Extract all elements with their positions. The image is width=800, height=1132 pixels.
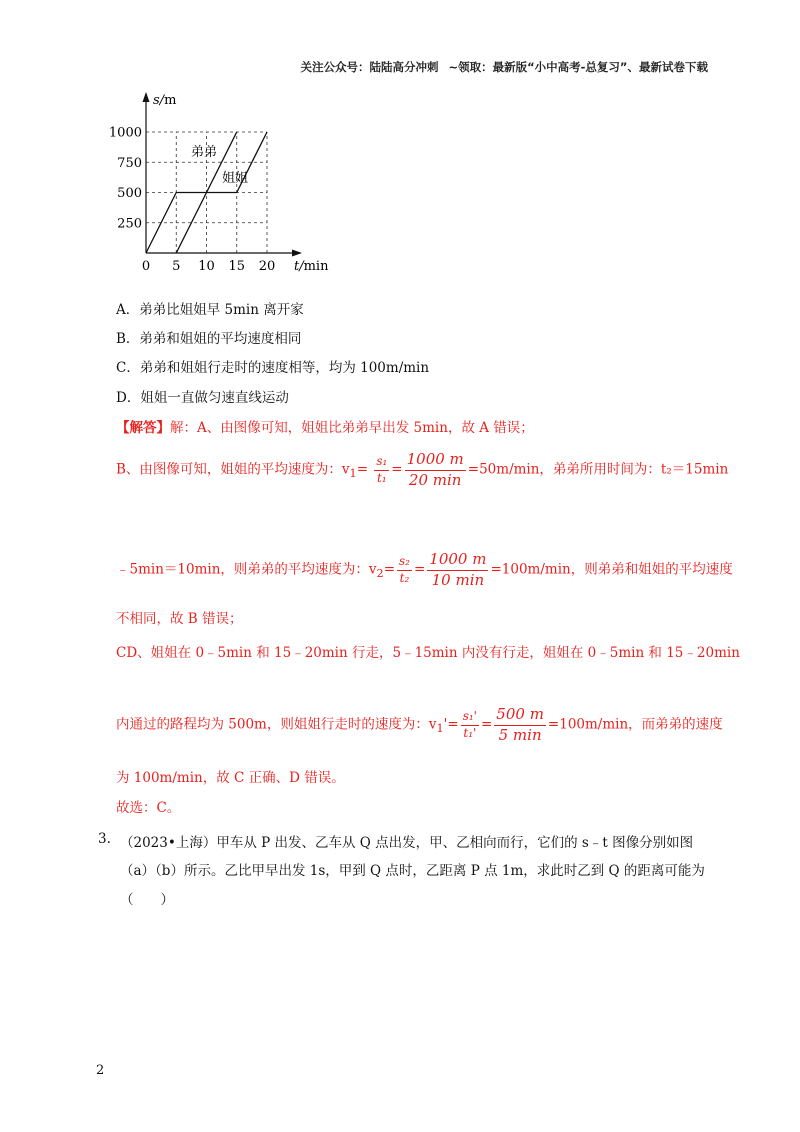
x-axis-label: t/min [294,259,329,274]
fraction-s1p-t1p: $\frac{\text{s₁'}}{\text{t₁'}}$ [462,708,477,740]
answer-tag: 【解答】 [116,420,170,436]
y-tick-label: 500 [117,186,142,201]
answer-line-6: 内通过的路程均为 500m，则姐姐行走时的速度为：$v_1'=$ $\frac{\text{s₁'}}{\text{t₁'}}$ = $\frac{500 m}{5 \min}$ =100m/min，而弟弟的速度 [116,705,723,744]
answer-line-5: CD、姐姐在 0﹣5min 和 15﹣20min 行走，5﹣15min 内没有行走，姐姐在 0﹣5min 和 15﹣20min [116,645,740,661]
question-number: 3. [98,831,111,847]
y-axis-label: s/m [153,93,177,108]
fraction-1000m-10min: $\frac{1000 m}{10 \min}$ [429,550,487,589]
x-tick-label: 20 [258,259,276,274]
y-tick-label: 1000 [108,125,142,141]
x-axis-arrow [292,250,302,257]
graph-labels [109,93,329,274]
option-c: C．弟弟和姐姐行走时的速度相等，均为 100m/min [116,360,430,376]
page-header [300,59,708,75]
header-left: 关注公众号：陆陆高分冲刺 [300,60,439,74]
x-tick-label: 10 [198,259,215,274]
question-line-3: （ ） [120,892,174,908]
x-tick-label: 15 [228,259,246,274]
series-label-jiejie: 姐姐 [222,171,249,186]
page-number: 2 [96,1063,105,1078]
x-tick-label: 5 [172,259,181,274]
answer-line-4: 不相同，故 B 错误； [116,611,243,627]
question-line-1: （2023•上海）甲车从 P 出发、乙车从 Q 点出发，甲、乙相向而行，它们的 s﹣t 图像分别如图 [120,835,694,851]
answer-line-8: 故选：C。 [116,800,181,816]
y-tick-label: 250 [117,216,142,232]
fraction-500m-5min: $\frac{500 m}{5 \min}$ [496,705,544,744]
answer-line-3: ﹣5min＝10min，则弟弟的平均速度为：$v_2=$ $\frac{\text{s₂}}{\text{t₂}}$ = $\frac{1000 m}{10 \min}$ =100m/min，则弟弟和姐姐的平均速度 [116,550,733,589]
answer-line-7: 为 100m/min，故 C 正确、D 错误。 [116,770,345,786]
option-a: A．弟弟比姐姐早 5min 离开家 [116,302,304,318]
series-label-didi: 弟弟 [191,145,218,160]
fraction-s1-t1: $\frac{\text{s₁}}{\text{t₁}}$ [376,453,388,485]
answer-line-1: 【解答】解：A、由图像可知，姐姐比弟弟早出发 5min，故 A 错误； [116,420,534,436]
y-axis-arrow [143,92,150,102]
fraction-s2-t2: $\frac{\text{s₂}}{\text{t₂}}$ [399,553,410,585]
y-tick-label: 750 [117,155,142,171]
answer-line-2: B、由图像可知，姐姐的平均速度为：$v_1=$ $\frac{\text{s₁}}{\text{t₁}}$ = $\frac{1000 m}{20 \min}$ =50m/min，弟弟所用时间为：t₂＝15min [116,450,729,489]
x-tick-label: 0 [141,259,151,274]
header-right: ~领取：最新版“小中高考-总复习”、最新试卷下载 [448,60,708,74]
distance-time-graph [108,88,338,278]
fraction-1000m-20min: $\frac{1000 m}{20 \min}$ [406,450,464,489]
option-d: D．姐姐一直做匀速直线运动 [116,390,289,406]
question-line-2: （a）（b）所示。乙比甲早出发 1s，甲到 Q 点时，乙距离 P 点 1m，求此时乙到 Q 的距离可能为 [120,863,705,879]
option-b: B．弟弟和姐姐的平均速度相同 [116,331,302,347]
